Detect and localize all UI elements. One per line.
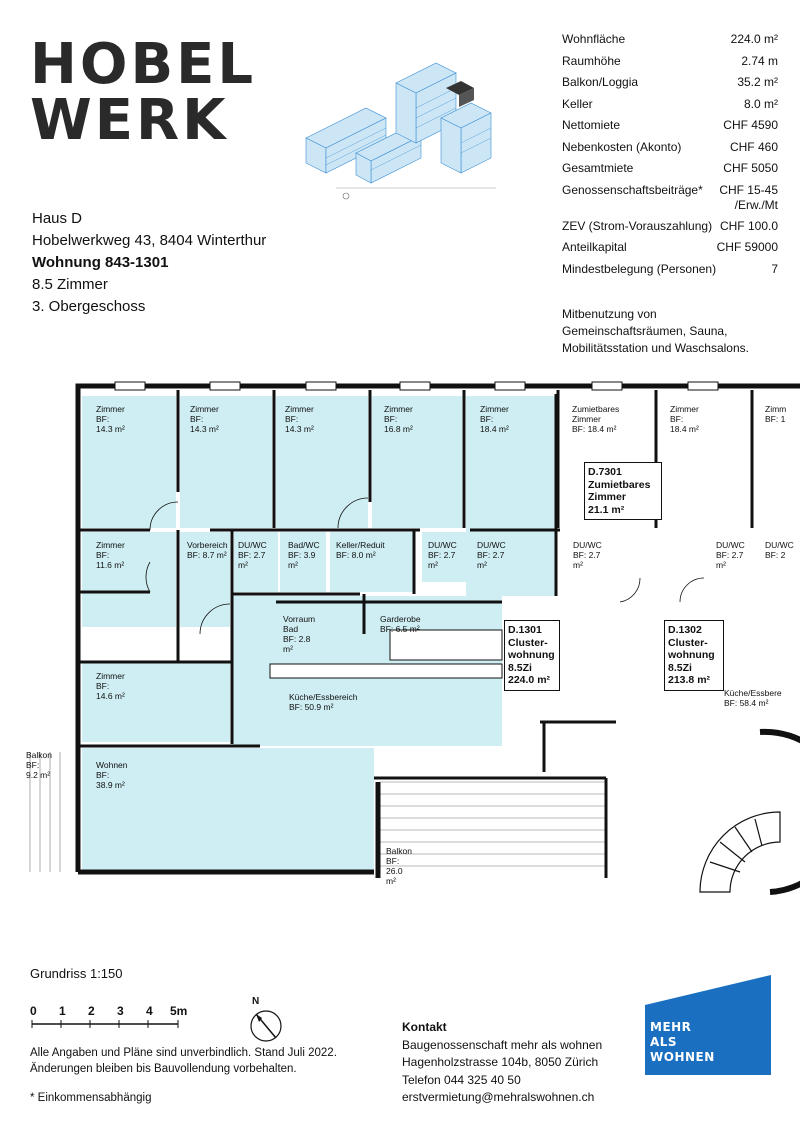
rooms-label: 8.5 Zimmer (32, 276, 108, 293)
fact-row: Raumhöhe 2.74 m (562, 53, 778, 68)
mehr-als-wohnen-logo-text: MEHR ALS WOHNEN (650, 1020, 715, 1064)
fact-row: Nebenkosten (Akonto) CHF 460 (562, 139, 778, 154)
room-label: Zimmer BF: 14.3 m² (96, 404, 125, 434)
callout-d1301: D.1301 Cluster- wohnung 8.5Zi 224.0 m² (504, 620, 560, 691)
address-block (32, 208, 266, 318)
fact-row: Wohnfläche 224.0 m² (562, 32, 778, 46)
room-label: Wohnen BF: 38.9 m² (96, 760, 128, 790)
room-label: Zimmer BF: 18.4 m² (480, 404, 509, 434)
room-label: Küche/Essbereich BF: 50.9 m² (289, 692, 358, 712)
fact-row: Nettomiete CHF 4590 (562, 118, 778, 132)
room-label: Zimmer BF: 18.4 m² (670, 404, 699, 434)
room-label: DU/WC BF: 2.7 m² (477, 540, 506, 570)
contact-email-link[interactable]: erstvermietung@mehralswohnen.ch (402, 1090, 595, 1104)
room-label: Zimmer BF: 14.3 m² (285, 404, 314, 434)
fact-row: Mindestbelegung (Personen) 7 (562, 261, 778, 276)
room-label: Vorbereich BF: 8.7 m² (187, 540, 228, 560)
fact-row: Anteilkapital CHF 59000 (562, 240, 778, 254)
room-label: Zimmer BF: 14.6 m² (96, 671, 125, 701)
house-label: Haus D (32, 210, 83, 227)
scale-bar: 0 1 2 3 4 5m (30, 1004, 188, 1018)
shared-use-note: Mitbenutzung von Gemeinschaftsräumen, Sauna, Mobilitätsstation und Waschsalons. (562, 307, 749, 355)
room-label: Zumietbares Zimmer BF: 18.4 m² (572, 404, 620, 434)
room-label: Zimmer BF: 14.3 m² (190, 404, 219, 434)
disclaimer: Alle Angaben und Pläne sind unverbindlich. Stand Juli 2022. Änderungen bleiben bis Bauvollendung vorbehalten. (30, 1047, 337, 1075)
callout-d1302: D.1302 Cluster- wohnung 8.5Zi 213.8 m² (664, 620, 724, 691)
north-arrow-icon: N (244, 996, 288, 1040)
room-label: DU/WC BF: 2.7 m² (573, 540, 602, 570)
site-isometric-illustration (296, 48, 506, 208)
room-label: DU/WC BF: 2 (765, 540, 794, 560)
room-label: Zimmer BF: 11.6 m² (96, 540, 125, 570)
room-label: Bad/WC BF: 3.9 m² (288, 540, 320, 570)
room-label: DU/WC BF: 2.7 m² (716, 540, 745, 570)
room-label: Balkon BF: 9.2 m² (26, 750, 52, 780)
facts-table (562, 32, 778, 283)
hobelwerk-logo: HOBEL WERK (30, 32, 257, 153)
plan-scale-title: Grundriss 1:150 (30, 966, 123, 981)
unit-label: Wohnung 843-1301 (32, 254, 169, 271)
contact-block: Kontakt Baugenossenschaft mehr als wohnen Hagenholzstrasse 104b, 8050 Zürich Telefon 044 325 40 50 erstvermietung@mehralswohnen.ch (402, 1019, 602, 1107)
room-label: Zimmer BF: 16.8 m² (384, 404, 413, 434)
fact-row: Genossenschaftsbeiträge* CHF 15-45 /Erw./Mt (562, 182, 778, 212)
room-label: Keller/Reduit BF: 8.0 m² (336, 540, 385, 560)
room-label: Küche/Essbere BF: 58.4 m² (724, 688, 782, 708)
street-label: Hobelwerkweg 43, 8404 Winterthur (32, 232, 267, 249)
room-label: DU/WC BF: 2.7 m² (238, 540, 267, 570)
fact-row: ZEV (Strom-Vorauszahlung) CHF 100.0 (562, 218, 778, 233)
room-label: Balkon BF: 26.0 m² (386, 846, 412, 886)
fact-row: Keller 8.0 m² (562, 96, 778, 111)
fact-row: Balkon/Loggia 35.2 m² (562, 75, 778, 89)
fact-row: Gesamtmiete CHF 5050 (562, 161, 778, 175)
callout-d7301: D.7301 Zumietbares Zimmer 21.1 m² (584, 462, 662, 520)
room-label: DU/WC BF: 2.7 m² (428, 540, 457, 570)
footnote: * Einkommensabhängig (30, 1092, 152, 1104)
room-label: Vorraum Bad BF: 2.8 m² (283, 614, 316, 654)
floor-label: 3. Obergeschoss (32, 298, 146, 315)
room-label: Zimm BF: 1 (765, 404, 787, 424)
room-label: Garderobe BF: 6.5 m² (380, 614, 421, 634)
